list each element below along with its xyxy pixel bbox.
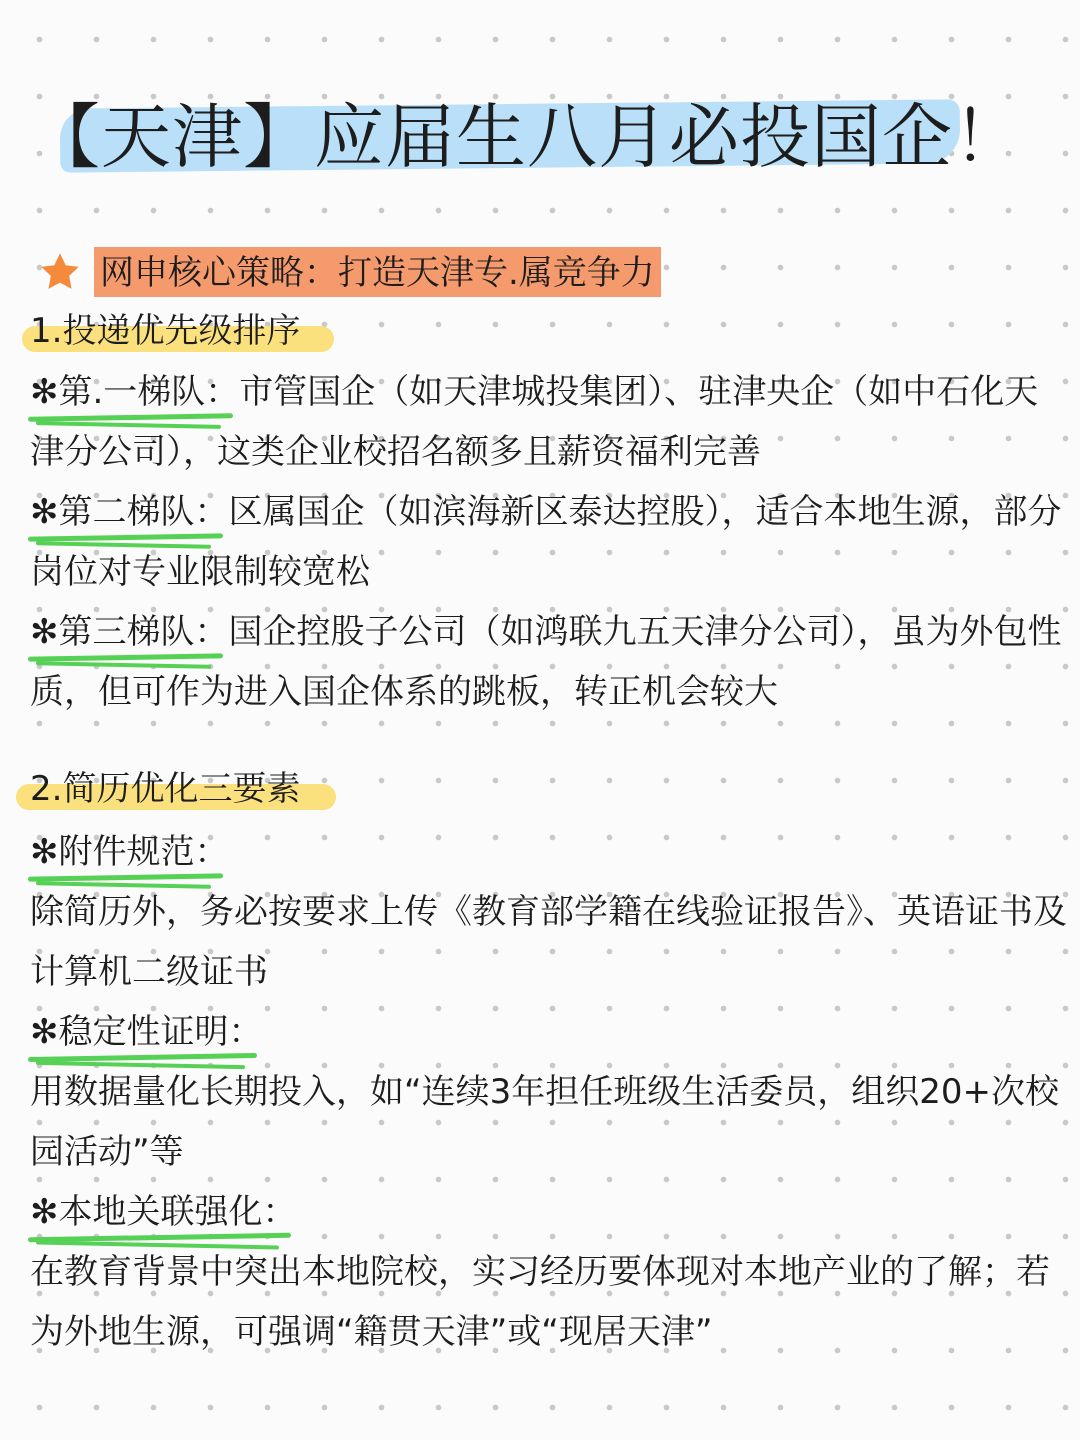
strategy-heading (38, 246, 661, 298)
section1-title: 1.投递优先级排序 (30, 311, 301, 351)
section2-title: 2.简历优化三要素 (30, 769, 301, 809)
section2-item-1 (30, 822, 1070, 1002)
section1-item-2 (30, 482, 1070, 602)
star-icon (38, 250, 82, 294)
section2-item-2 (30, 1002, 1070, 1182)
page-title: 【天津】应届生八月必投国企！ (30, 96, 1024, 178)
section1-item-1 (30, 362, 1070, 482)
section2-item-3-label: ✻本地关联强化： (30, 1182, 297, 1242)
section1-item-2-text: 区属国企（如滨海新区泰达控股），适合本地生源，部分岗位对专业限制较宽松 (30, 492, 1062, 592)
section1-item-3-label: ✻第三梯队： (30, 602, 229, 662)
section1-item-2-label: ✻第二梯队： (30, 482, 229, 542)
section2-item-1-text: 除简历外，务必按要求上传《教育部学籍在线验证报告》、英语证书及计算机二级证书 (30, 892, 1067, 992)
section1-item-3-text: 国企控股子公司（如鸿联九五天津分公司），虽为外包性质，但可作为进入国企体系的跳板，转正机会较大 (30, 612, 1062, 712)
section2-item-2-text: 用数据量化长期投入，如“连续3年担任班级生活委员，组织20+次校园活动”等 (30, 1072, 1059, 1172)
section2-item-3-text: 在教育背景中突出本地院校，实习经历要体现对本地产业的了解；若为外地生源，可强调“籍贯天津”或“现居天津” (30, 1252, 1050, 1352)
section2-item-1-label: ✻附件规范： (30, 822, 229, 882)
section1-item-3 (30, 602, 1070, 722)
section2-item-3 (30, 1182, 1070, 1362)
section2-item-2-label: ✻稳定性证明： (30, 1002, 263, 1062)
section1-item-1-label: ✻第.一梯队： (30, 362, 239, 422)
section1-item-1-text: 市管国企（如天津城投集团）、驻津央企（如中石化天津分公司），这类企业校招名额多且薪资福利完善 (30, 372, 1039, 472)
strategy-heading-text: 网申核心策略：打造天津专.属竞争力 (94, 247, 661, 297)
